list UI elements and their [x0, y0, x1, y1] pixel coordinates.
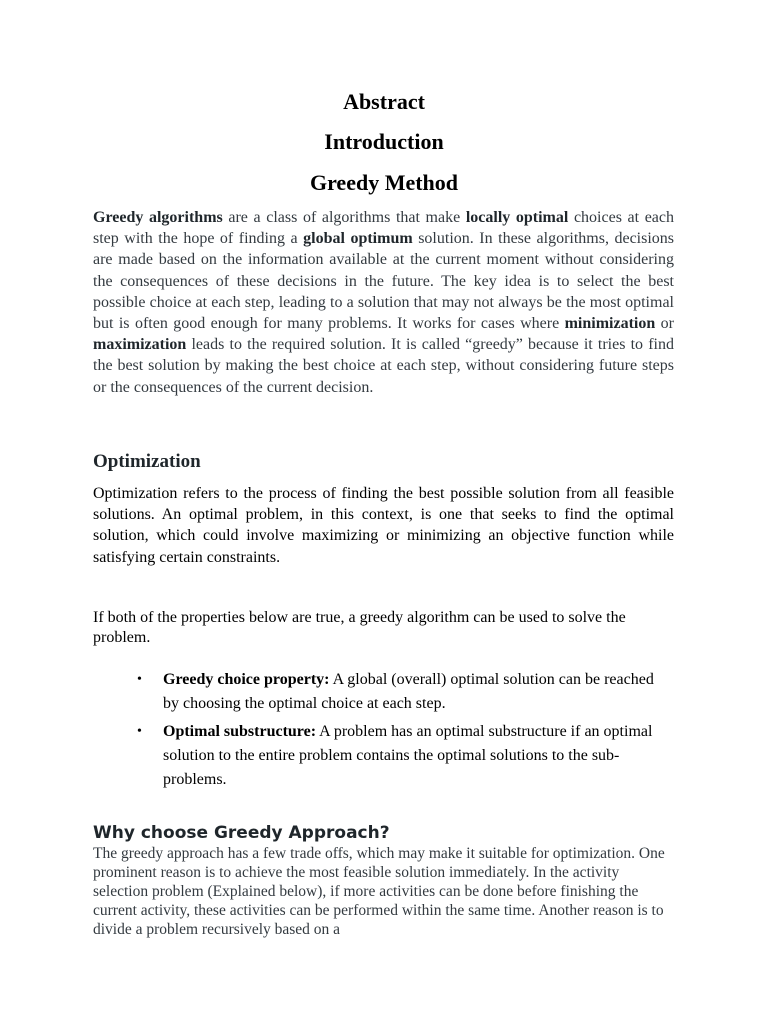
list-item — [135, 668, 655, 716]
text-segment: solution. In these algorithms, decisions are made based on the information available at the current moment without considering the consequences of these decisions in the future. The key idea is to select the best possible choice at each step, leading to a solution that may not always be the most optimal but is often good enough for many problems. It works for cases where — [93, 230, 675, 333]
term-maximization: maximization — [93, 336, 187, 354]
term-global-optimum: global optimum — [303, 230, 413, 248]
why-greedy-paragraph: The greedy approach has a few trade offs, which may make it suitable for optimization. One prominent reason is to achieve the most feasible solution immediately. In the activity selection problem (Explained below), if more activities can be done before finishing the current activity, these activities can be performed within the same time. Another reason is to divide a problem recursively based on a — [93, 845, 665, 938]
abstract-heading: Abstract — [343, 89, 425, 114]
introduction-heading: Introduction — [324, 129, 444, 154]
properties-list — [135, 668, 655, 796]
bullet-icon: • — [137, 672, 142, 687]
term-greedy-algorithms: Greedy algorithms — [93, 209, 223, 226]
property-term: Optimal substructure: — [163, 723, 317, 740]
properties-intro-paragraph: If both of the properties below are true, a greedy algorithm can be used to solve the problem. — [93, 609, 626, 646]
text-segment: leads to the required solution. It is called “greedy” because it tries to find the best solution by making the best choice at each step, without considering future steps or the consequences of the current decision. — [93, 336, 674, 396]
text-segment: or — [655, 315, 675, 333]
optimization-paragraph: Optimization refers to the process of finding the best possible solution from all feasible solutions. An optimal problem, in this context, is one that seeks to find the optimal solution, which could involve maximizing or minimizing an objective function while satisfying certain constraints. — [93, 485, 674, 566]
term-minimization: minimization — [564, 315, 656, 333]
greedy-intro-paragraph — [93, 207, 674, 398]
optimization-heading: Optimization — [93, 451, 201, 472]
text-segment: are a class of algorithms that make — [222, 209, 466, 226]
greedy-method-heading: Greedy Method — [309, 170, 459, 195]
text-segment: choices at each step with the hope of finding a — [93, 209, 675, 248]
property-term: Greedy choice property: — [163, 671, 330, 688]
bullet-icon: • — [137, 724, 142, 739]
list-item — [135, 720, 655, 792]
property-text: A global (overall) optimal solution can be reached by choosing the optimal choice at each step. — [163, 671, 654, 712]
term-locally-optimal: locally optimal — [465, 209, 569, 226]
property-text: A problem has an optimal substructure if an optimal solution to the entire problem contains the optimal solutions to the sub-problems. — [163, 723, 653, 788]
why-greedy-heading: Why choose Greedy Approach? — [93, 823, 390, 843]
